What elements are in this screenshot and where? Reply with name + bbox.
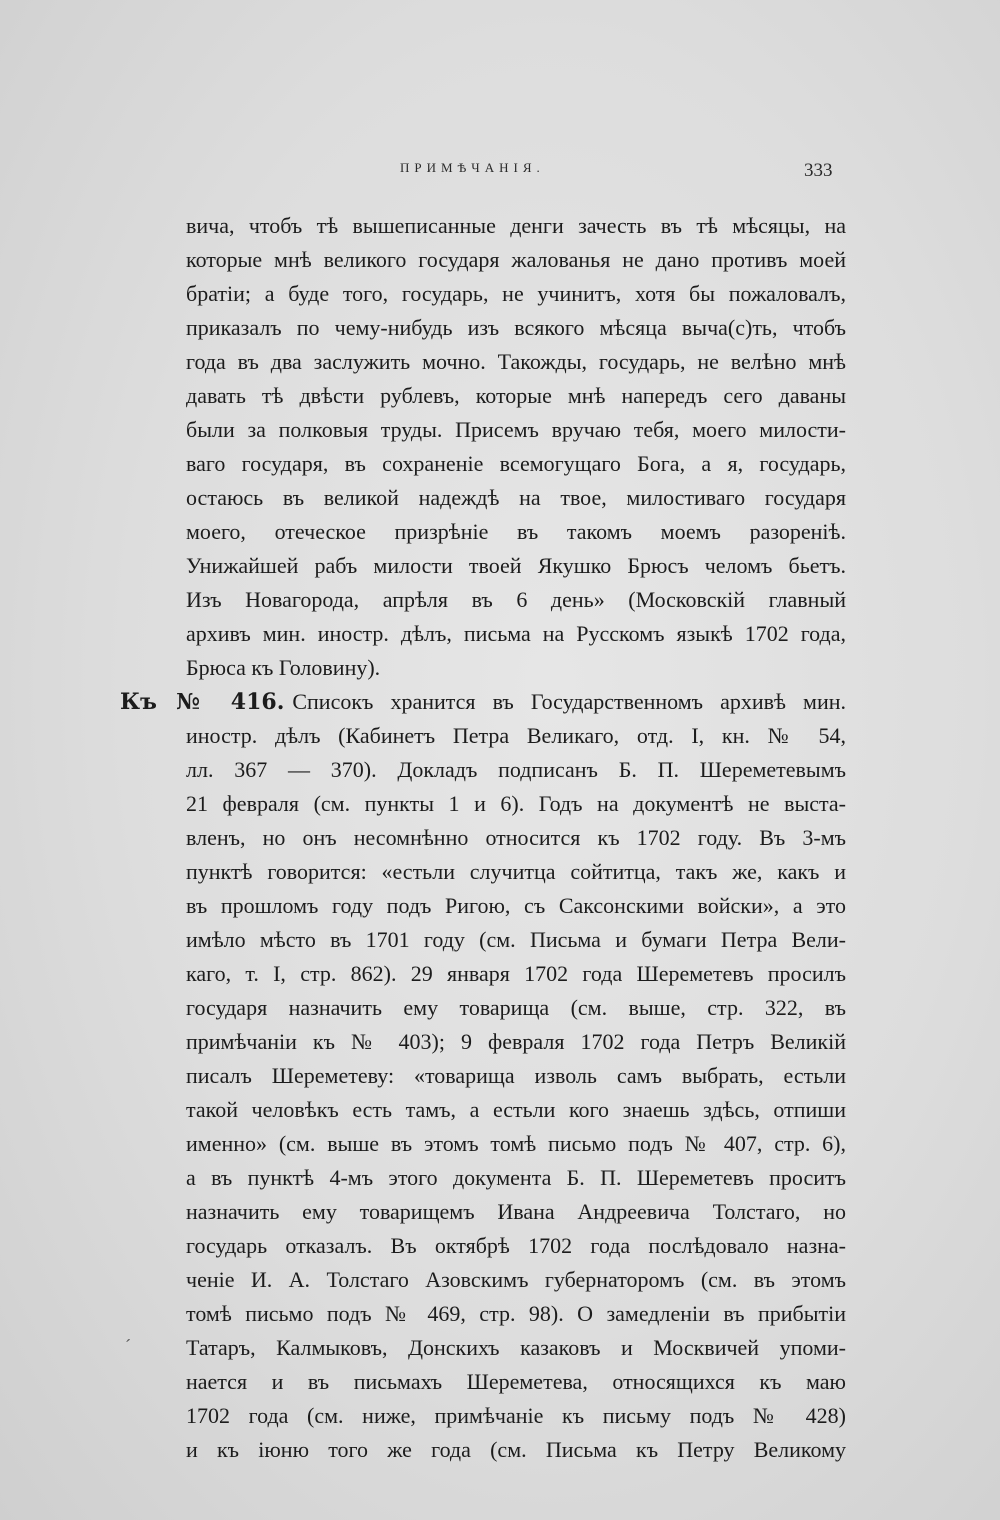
- note-first-line-text: Списокъ хранится въ Государственномъ архивѣ мин.: [292, 689, 846, 714]
- text-line: вича, чтобъ тѣ вышеписанные денги зачесть въ тѣ мѣсяцы, на: [186, 213, 846, 238]
- text-line: 21 февраля (см. пункты 1 и 6). Годъ на документѣ не выста-: [186, 791, 846, 816]
- text-line: и къ іюню того же года (см. Письма къ Петру Великому: [186, 1437, 846, 1462]
- text-line: архивъ мин. иностр. дѣлъ, письма на Русскомъ языкѣ 1702 года,: [186, 621, 846, 646]
- text-line: приказалъ по чему-нибудь изъ всякого мѣсяца выча(с)ть, чтобъ: [186, 315, 846, 340]
- text-line: а въ пунктѣ 4-мъ этого документа Б. П. Шереметевъ проситъ: [186, 1165, 846, 1190]
- text-line: моего, отеческое призрѣніе въ такомъ моемъ разореніѣ.: [186, 519, 846, 544]
- text-line: примѣчаніи къ № 403); 9 февраля 1702 года Петръ Великій: [186, 1029, 846, 1054]
- text-line: братіи; а буде того, государь, не учинитъ, хотя бы пожаловалъ,: [186, 281, 846, 306]
- text-line: государя назначить ему товарища (см. выше, стр. 322, въ: [186, 995, 846, 1020]
- text-line: въ прошломъ году подъ Ригою, съ Саксонскими войски», а это: [186, 893, 846, 918]
- text-line: пунктѣ говорится: «естьли случитца сойтитца, такъ же, какъ и: [186, 859, 846, 884]
- note-first-line: [120, 688, 846, 716]
- text-line: лл. 367 — 370). Докладъ подписанъ Б. П. Шереметевымъ: [186, 757, 846, 782]
- text-line: Изъ Новагорода, апрѣля въ 6 день» (Московскій главный: [186, 587, 846, 612]
- text-line: именно» (см. выше въ этомъ томѣ письмо подъ № 407, стр. 6),: [186, 1131, 846, 1156]
- running-title: ПРИМѢЧАНІЯ.: [400, 160, 545, 175]
- margin-mark: ˊ: [125, 1336, 131, 1356]
- text-line: ченіе И. А. Толстаго Азовскимъ губернаторомъ (см. въ этомъ: [186, 1267, 846, 1292]
- text-line: года въ два заслужить мочно. Такожды, государь, не велѣно мнѣ: [186, 349, 846, 374]
- note-label: Къ № 416.: [120, 689, 285, 715]
- text-line: имѣло мѣсто въ 1701 году (см. Письма и бумаги Петра Вели-: [186, 927, 846, 952]
- text-line: государь отказалъ. Въ октябрѣ 1702 года послѣдовало назна-: [186, 1233, 846, 1258]
- text-line: давать тѣ двѣсти рублевъ, которые мнѣ напередъ сего даваны: [186, 383, 846, 408]
- text-line: были за полковыя труды. Присемъ вручаю тебя, моего милости-: [186, 417, 846, 442]
- text-line: Унижайшей рабъ милости твоей Якушко Брюсъ челомъ бьетъ.: [186, 553, 846, 578]
- text-line: каго, т. I, стр. 862). 29 января 1702 года Шереметевъ просилъ: [186, 961, 846, 986]
- text-line: остаюсь въ великой надеждѣ на твое, милостиваго государя: [186, 485, 846, 510]
- text-line: иностр. дѣлъ (Кабинетъ Петра Великаго, отд. I, кн. № 54,: [186, 723, 846, 748]
- text-line: вленъ, но онъ несомнѣнно относится къ 1702 году. Въ 3-мъ: [186, 825, 846, 850]
- page-number: 333: [804, 160, 833, 181]
- text-line: такой человѣкъ есть тамъ, а естьли кого знаешь здѣсь, отпиши: [186, 1097, 846, 1122]
- text-line: томѣ письмо подъ № 469, стр. 98). О замедленіи въ прибытіи: [186, 1301, 846, 1326]
- text-line: нается и въ письмахъ Шереметева, относящихся къ маю: [186, 1369, 846, 1394]
- text-line: 1702 года (см. ниже, примѣчаніе къ письму подъ № 428): [186, 1403, 846, 1428]
- text-line: назначить ему товарищемъ Ивана Андреевича Толстаго, но: [186, 1199, 846, 1224]
- text-line: которые мнѣ великого государя жалованья не дано противъ моей: [186, 247, 846, 272]
- text-line: Брюса къ Головину).: [186, 655, 381, 680]
- text-line: Татаръ, Калмыковъ, Донскихъ казаковъ и Москвичей упоми-: [186, 1335, 846, 1360]
- text-line: писалъ Шереметеву: «товарища изволь самъ выбрать, естьли: [186, 1063, 846, 1088]
- text-line: ваго государя, въ сохраненіе всемогущаго Бога, а я, государь,: [186, 451, 846, 476]
